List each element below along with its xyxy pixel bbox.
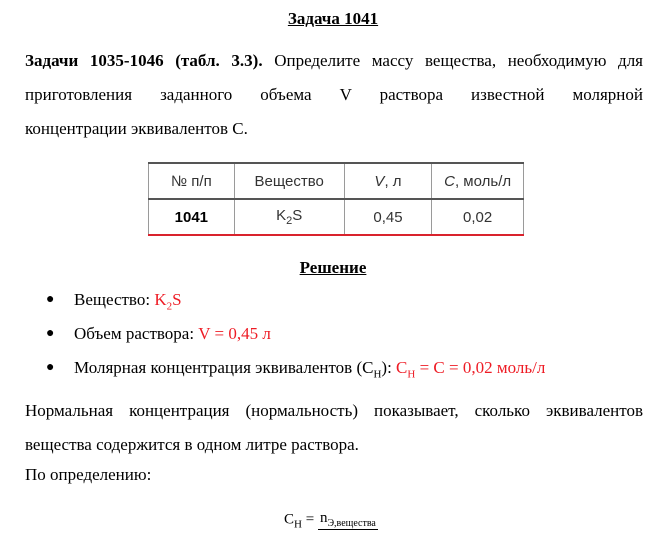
formula-numerator: $n_{Э,вещества}$ <box>319 510 376 529</box>
given-concentration-value: $C_H = C = 0,02$ моль/л <box>396 358 546 381</box>
data-table <box>148 162 524 236</box>
list-item: ● Вещество: $K_2S$ <box>46 286 545 320</box>
statement-line-3: концентрации эквивалентов С. <box>25 119 248 138</box>
header-num: № п/п <box>149 163 235 199</box>
solution-heading: Решение <box>299 258 367 277</box>
list-item: ● Молярная концентрация эквивалентов $(C_H)$: $C_H = C = 0,02$ моль/л <box>46 354 545 388</box>
given-list <box>46 286 545 388</box>
definition-paragraph: По определению: <box>25 465 152 484</box>
paragraph-line-1: Нормальная концентрация (нормальность) показывает, сколько эквивалентов <box>25 401 643 420</box>
header-substance: Вещество <box>234 163 344 199</box>
header-concentration: C, моль/л <box>432 163 524 199</box>
statement-line-2: приготовления заданного объема V раствора известной молярной <box>25 85 643 104</box>
paragraph-line-2: вещества содержится в одном литре раствора. <box>25 435 359 454</box>
bullet-icon: ● <box>46 360 55 375</box>
cell-volume: 0,45 <box>344 199 432 235</box>
data-table-wrapper <box>148 162 524 236</box>
cell-concentration: 0,02 <box>432 199 524 235</box>
table-header-row <box>149 163 524 199</box>
bullet-icon: ● <box>46 326 55 341</box>
list-item: ● Объем раствора: V = 0,45 л <box>46 320 545 354</box>
statement-bold-ref: Задачи 1035-1046 (табл. 3.3). <box>25 51 263 70</box>
normality-formula: $C_H$ = $n_{Э,вещества}$ <box>284 510 376 531</box>
problem-statement <box>25 44 643 146</box>
statement-line-1-text: Определите массу вещества, необходимую для <box>262 51 643 70</box>
bullet-icon: ● <box>46 292 55 307</box>
header-volume: V, л <box>344 163 432 199</box>
given-volume-value: V = 0,45 л <box>198 324 271 343</box>
formula-fraction <box>318 510 378 530</box>
given-substance-value: $K_2S$ <box>154 290 182 313</box>
problem-title: Задача 1041 <box>287 9 379 28</box>
cell-substance: $K_2S$ <box>234 199 344 235</box>
cell-num: 1041 <box>149 199 235 235</box>
table-row <box>149 199 524 235</box>
normality-paragraph <box>25 394 643 462</box>
statement-line-1 <box>25 44 643 78</box>
